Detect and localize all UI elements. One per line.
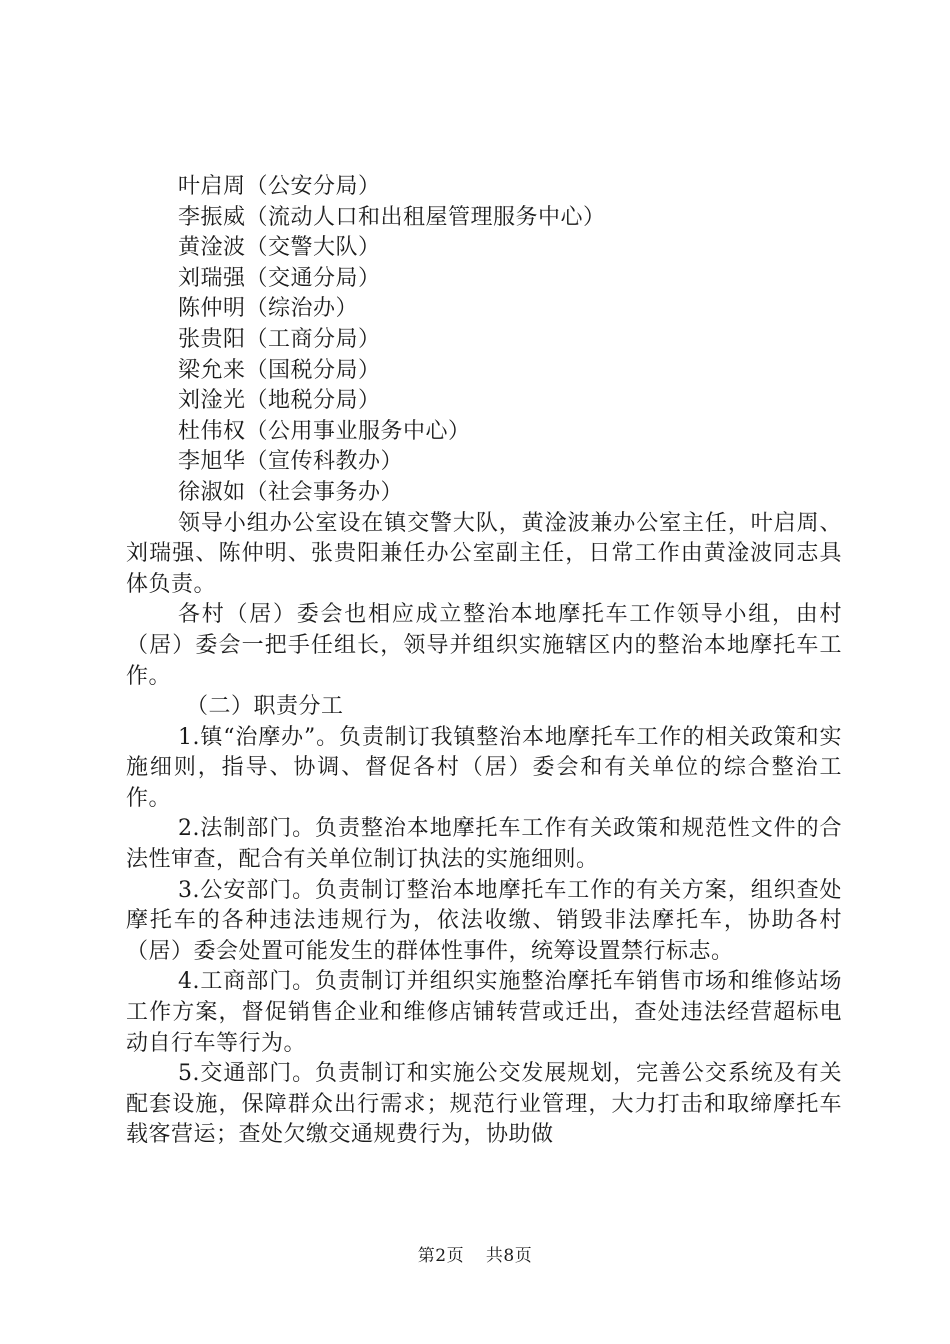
member-line: 刘瑞强（交通分局） — [178, 265, 381, 291]
office-paragraph: 领导小组办公室设在镇交警大队，黄淦波兼办公室主任，叶启周、刘瑞强、陈仲明、张贵阳兼任办公室副主任，日常工作由黄淦波同志具体负责。 — [126, 510, 842, 597]
member-line: 杜伟权（公用事业服务中心） — [178, 418, 471, 444]
duty-item-3: 3.公安部门。负责制订整治本地摩托车工作的有关方案，组织查处摩托车的各种违法违规行为，依法收缴、销毁非法摩托车，协助各村（居）委会处置可能发生的群体性事件，统筹设置禁行标志。 — [126, 877, 842, 964]
duty-item-2: 2.法制部门。负责整治本地摩托车工作有关政策和规范性文件的合法性审查，配合有关单位制订执法的实施细则。 — [126, 816, 842, 873]
page-number: 第2页 — [417, 1246, 465, 1266]
member-line: 黄淦波（交警大队） — [178, 235, 381, 261]
member-line: 李振威（流动人口和出租屋管理服务中心） — [178, 204, 606, 230]
page-footer — [0, 1241, 950, 1266]
member-line: 张贵阳（工商分局） — [178, 326, 381, 352]
member-line: 陈仲明（综治办） — [178, 296, 359, 322]
member-line: 徐淑如（社会事务办） — [178, 479, 404, 505]
duty-item-1: 1.镇“治摩办”。负责制订我镇整治本地摩托车工作的相关政策和实施细则，指导、协调、督促各村（居）委会和有关单位的综合整治工作。 — [126, 724, 842, 811]
section-heading: （二）职责分工 — [186, 694, 344, 720]
member-line: 梁允来（国税分局） — [178, 357, 381, 383]
member-line: 叶启周（公安分局） — [178, 174, 381, 199]
member-line: 刘淦光（地税分局） — [178, 388, 381, 414]
duty-item-5: 5.交通部门。负责制订和实施公交发展规划，完善公交系统及有关配套设施，保障群众出行需求；规范行业管理，大力打击和取缔摩托车载客营运；查处欠缴交通规费行为，协助做 — [126, 1061, 842, 1148]
duty-item-4: 4.工商部门。负责制订并组织实施整治摩托车销售市场和维修站场工作方案，督促销售企业和维修店铺转营或迁出，查处违法经营超标电动自行车等行为。 — [126, 969, 842, 1056]
village-paragraph: 各村（居）委会也相应成立整治本地摩托车工作领导小组，由村（居）委会一把手任组长，领导并组织实施辖区内的整治本地摩托车工作。 — [126, 602, 842, 689]
document-body — [126, 172, 842, 1151]
member-line: 李旭华（宣传科教办） — [178, 449, 404, 475]
page-total: 共8页 — [485, 1246, 533, 1266]
